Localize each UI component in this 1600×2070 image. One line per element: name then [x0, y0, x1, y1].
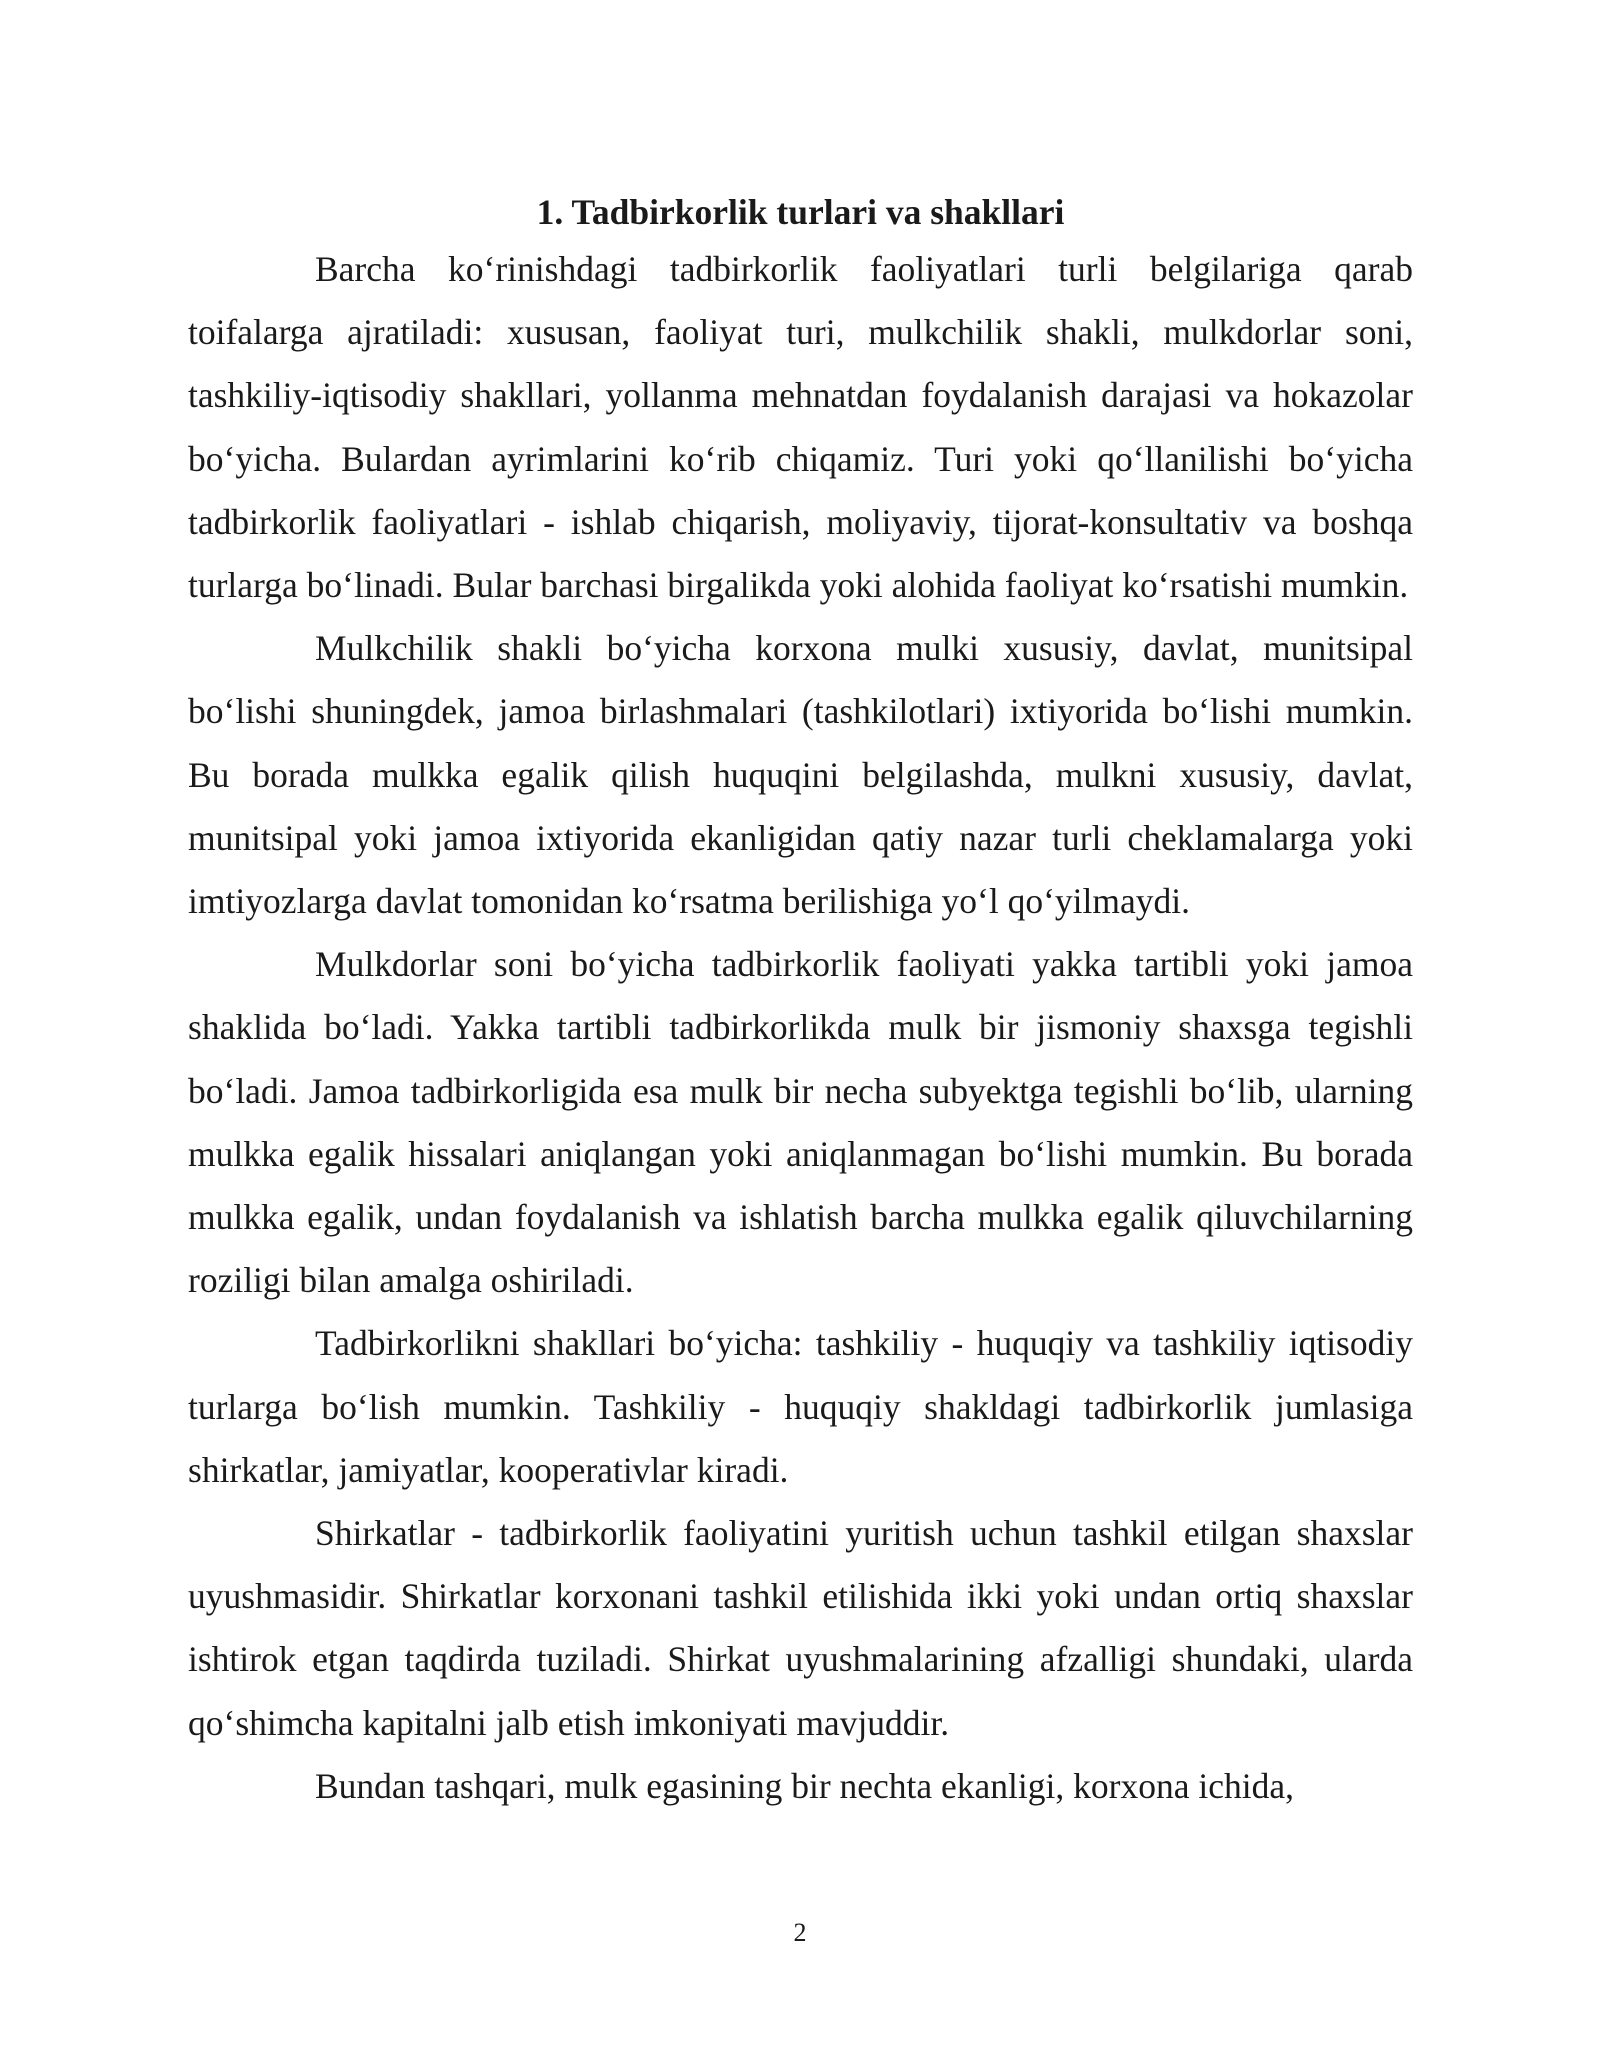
paragraph-owner-count: Mulkdorlar soni bo‘yicha tadbirkorlik faoliyati yakka tartibli yoki jamoa shaklida bo‘ladi. Yakka tartibli tadbirkorlikda mulk bir jismoniy shaxsga tegishli bo‘ladi. Jamoa tadbirkorligida esa mulk bir necha subyektga tegishli bo‘lib, ularning mulkka egalik hissalari aniqlangan yoki aniqlanmagan bo‘lishi mumkin. Bu borada mulkka egalik, undan foydalanish va ishlatish barcha mulkka egalik qiluvchilarning roziligi bilan amalga oshiriladi. [188, 944, 1413, 1301]
page-content [188, 186, 1413, 1818]
section-heading: 1. Tadbirkorlik turlari va shakllari [536, 192, 1065, 232]
paragraph-activity-types: Barcha ko‘rinishdagi tadbirkorlik faoliyatlari turli belgilariga qarab toifalarga ajratiladi: xususan, faoliyat turi, mulkchilik shakli, mulkdorlar soni, tashkiliy-iqtisodiy shakllari, yollanma mehnatdan foydalanish darajasi va hokazolar bo‘yicha. Bulardan ayrimlarini ko‘rib chiqamiz. Turi yoki qo‘llanilishi bo‘yicha tadbirkorlik faoliyatlari - ishlab chiqarish, moliyaviy, tijorat-konsultativ va boshqa turlarga bo‘linadi. Bular barchasi birgalikda yoki alohida faoliyat ko‘rsatishi mumkin. [188, 249, 1413, 606]
paragraph-ownership-form: Mulkchilik shakli bo‘yicha korxona mulki xususiy, davlat, munitsipal bo‘lishi shuningdek, jamoa birlashmalari (tashkilotlari) ixtiyorida bo‘lishi mumkin. Bu borada mulkka egalik qilish huquqini belgilashda, mulkni xususiy, davlat, munitsipal yoki jamoa ixtiyorida ekanligidan qatiy nazar turli cheklamalarga yoki imtiyozlarga davlat tomonidan ko‘rsatma berilishiga yo‘l qo‘yilmaydi. [188, 628, 1413, 922]
paragraph-partnerships: Shirkatlar - tadbirkorlik faoliyatini yuritish uchun tashkil etilgan shaxslar uyushmasidir. Shirkatlar korxonani tashkil etilishida ikki yoki undan ortiq shaxslar ishtirok etgan taqdirda tuziladi. Shirkat uyushmalarining afzalligi shundaki, ularda qo‘shimcha kapitalni jalb etish imkoniyati mavjuddir. [188, 1513, 1413, 1743]
paragraph-organizational-forms: Tadbirkorlikni shakllari bo‘yicha: tashkiliy - huquqiy va tashkiliy iqtisodiy turlarga bo‘lish mumkin. Tashkiliy - huquqiy shakldagi tadbirkorlik jumlasiga shirkatlar, jamiyatlar, kooperativlar kiradi. [188, 1323, 1413, 1490]
page-number: 2 [793, 1918, 807, 1947]
paragraph-continuation: Bundan tashqari, mulk egasining bir nechta ekanligi, korxona ichida, [315, 1765, 1294, 1806]
